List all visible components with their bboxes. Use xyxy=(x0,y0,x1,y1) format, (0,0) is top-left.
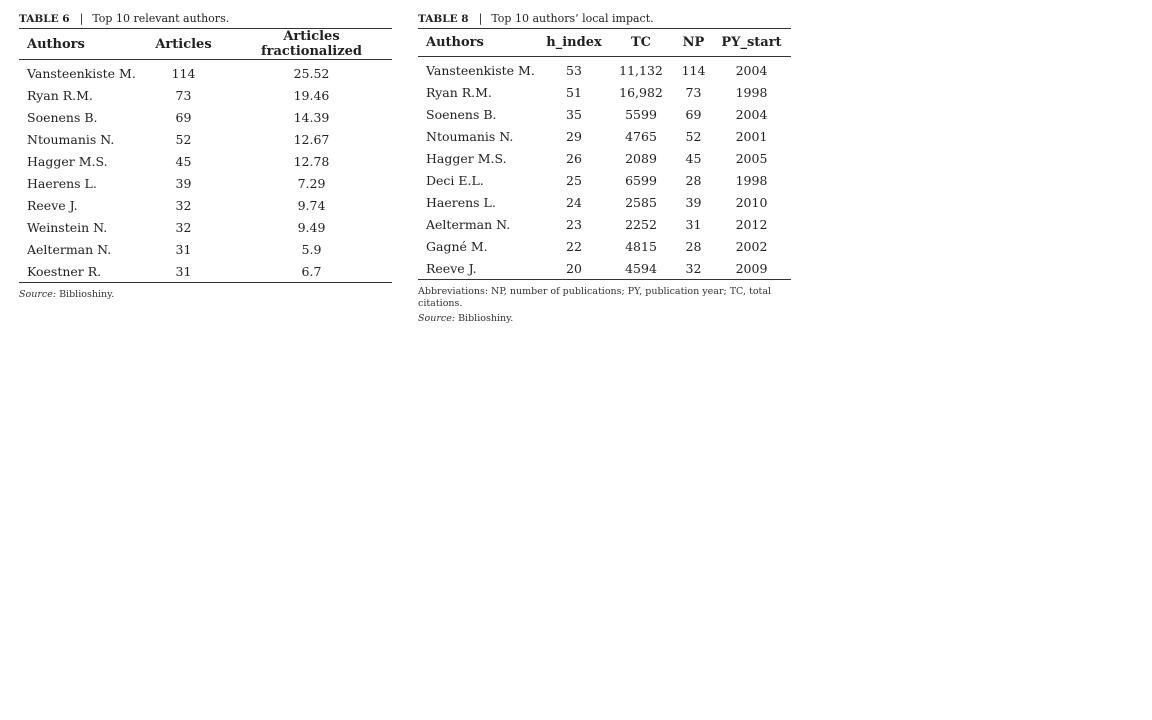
py-start-cell: 2010 xyxy=(735,194,768,210)
articles-cell: 114 xyxy=(171,65,196,81)
np-cell: 32 xyxy=(675,257,712,280)
table8-title: Top 10 authors’ local impact. xyxy=(491,12,654,25)
tc-cell: 6599 xyxy=(625,172,657,188)
table-row xyxy=(418,81,791,103)
table-row xyxy=(418,169,791,191)
table-row xyxy=(19,194,392,216)
author-cell: Reeve J. xyxy=(418,257,541,280)
h-index-cell: 25 xyxy=(566,172,582,188)
table6-separator: | xyxy=(79,12,84,25)
table8-header-tc: TC xyxy=(607,29,675,57)
h-index-cell: 20 xyxy=(541,257,607,280)
table6-header-row xyxy=(19,29,392,60)
author-cell: Hagger M.S. xyxy=(426,150,507,166)
table8-label: TABLE 8 xyxy=(418,13,469,25)
articles-fractionalized-cell: 25.52 xyxy=(293,65,330,81)
author-cell: Soenens B. xyxy=(426,106,497,122)
table8-caption xyxy=(418,10,791,28)
table8-header-authors: Authors xyxy=(418,29,541,57)
articles-cell: 32 xyxy=(175,197,192,213)
table-row xyxy=(19,84,392,106)
py-start-cell: 2005 xyxy=(735,150,768,166)
articles-cell: 31 xyxy=(175,241,192,257)
table6-header-authors: Authors xyxy=(19,29,136,60)
articles-fractionalized-cell: 5.9 xyxy=(301,241,322,257)
table-row xyxy=(418,257,791,280)
h-index-cell: 53 xyxy=(566,62,582,78)
table6-source-note xyxy=(19,289,392,301)
np-cell: 39 xyxy=(685,194,702,210)
articles-fractionalized-cell: 9.49 xyxy=(297,219,326,235)
tc-cell: 5599 xyxy=(625,106,657,122)
table8-notes xyxy=(418,286,791,325)
py-start-cell: 2009 xyxy=(712,257,791,280)
articles-fractionalized-cell: 12.67 xyxy=(293,131,330,147)
author-cell: Hagger M.S. xyxy=(27,153,108,169)
tc-cell: 4765 xyxy=(625,128,657,144)
np-cell: 28 xyxy=(685,172,702,188)
np-cell: 73 xyxy=(685,84,702,100)
table6-label: TABLE 6 xyxy=(19,13,70,25)
tc-cell: 11,132 xyxy=(619,62,663,78)
table-row xyxy=(418,213,791,235)
table-row xyxy=(19,260,392,283)
table8-header-np: NP xyxy=(675,29,712,57)
tc-cell: 2585 xyxy=(625,194,657,210)
table-row xyxy=(418,103,791,125)
table6-block xyxy=(19,10,392,301)
table-row xyxy=(19,172,392,194)
tc-cell: 2252 xyxy=(625,216,657,232)
table6-header-articles: Articles xyxy=(136,29,231,60)
np-cell: 69 xyxy=(685,106,702,122)
table-row xyxy=(418,235,791,257)
author-cell: Aelterman N. xyxy=(426,216,511,232)
articles-cell: 45 xyxy=(175,153,192,169)
tc-cell: 16,982 xyxy=(619,84,663,100)
table8-source-label: Source: xyxy=(418,313,456,324)
table8-header-h-index: h_index xyxy=(541,29,607,57)
articles-cell: 73 xyxy=(175,87,192,103)
table-row xyxy=(19,60,392,85)
table-row xyxy=(418,125,791,147)
table-row xyxy=(19,216,392,238)
articles-fractionalized-cell: 19.46 xyxy=(293,87,330,103)
author-cell: Soenens B. xyxy=(27,109,98,125)
np-cell: 45 xyxy=(685,150,702,166)
author-cell: Deci E.L. xyxy=(426,172,484,188)
h-index-cell: 23 xyxy=(566,216,582,232)
author-cell: Haerens L. xyxy=(426,194,496,210)
np-cell: 114 xyxy=(681,62,706,78)
author-cell: Haerens L. xyxy=(27,175,97,191)
py-start-cell: 1998 xyxy=(735,172,768,188)
table-row xyxy=(418,191,791,213)
np-cell: 31 xyxy=(685,216,702,232)
table-row xyxy=(19,150,392,172)
articles-fractionalized-cell: 9.74 xyxy=(297,197,326,213)
author-cell: Gagné M. xyxy=(426,238,488,254)
articles-fractionalized-cell: 7.29 xyxy=(297,175,326,191)
table-row xyxy=(19,128,392,150)
h-index-cell: 26 xyxy=(566,150,582,166)
articles-fractionalized-cell: 12.78 xyxy=(293,153,330,169)
author-cell: Reeve J. xyxy=(27,197,78,213)
author-cell: Vansteenkiste M. xyxy=(27,65,136,81)
author-cell: Weinstein N. xyxy=(27,219,108,235)
table-row xyxy=(418,57,791,82)
table8-header-row xyxy=(418,29,791,57)
py-start-cell: 2002 xyxy=(735,238,768,254)
table8-source-value: Biblioshiny. xyxy=(458,313,514,324)
author-cell: Koestner R. xyxy=(19,260,136,283)
py-start-cell: 1998 xyxy=(735,84,768,100)
table8-header-py-start: PY_start xyxy=(712,29,791,57)
np-cell: 28 xyxy=(685,238,702,254)
table6 xyxy=(19,28,392,283)
tc-cell: 4594 xyxy=(607,257,675,280)
articles-fractionalized-cell: 14.39 xyxy=(293,109,330,125)
author-cell: Ryan R.M. xyxy=(27,87,93,103)
articles-cell: 32 xyxy=(175,219,192,235)
h-index-cell: 35 xyxy=(566,106,582,122)
h-index-cell: 24 xyxy=(566,194,582,210)
py-start-cell: 2012 xyxy=(735,216,768,232)
table6-caption xyxy=(19,10,392,28)
table6-source-value: Biblioshiny. xyxy=(59,289,115,300)
author-cell: Vansteenkiste M. xyxy=(426,62,535,78)
articles-cell: 31 xyxy=(136,260,231,283)
author-cell: Ryan R.M. xyxy=(426,84,492,100)
table8-block xyxy=(418,10,791,325)
table8-source-note xyxy=(418,313,791,325)
articles-cell: 69 xyxy=(175,109,192,125)
table6-source-label: Source: xyxy=(19,289,57,300)
py-start-cell: 2004 xyxy=(735,106,768,122)
table-row xyxy=(19,238,392,260)
articles-cell: 39 xyxy=(175,175,192,191)
table8-abbreviations-note: Abbreviations: NP, number of publications; PY, publication year; TC, total citations. xyxy=(418,286,772,309)
tc-cell: 2089 xyxy=(625,150,657,166)
articles-cell: 52 xyxy=(175,131,192,147)
table6-header-articles-fractionalized: Articles fractionalized xyxy=(231,29,392,60)
np-cell: 52 xyxy=(685,128,702,144)
articles-fractionalized-cell: 6.7 xyxy=(231,260,392,283)
h-index-cell: 22 xyxy=(566,238,582,254)
h-index-cell: 29 xyxy=(566,128,582,144)
h-index-cell: 51 xyxy=(566,84,582,100)
table8-separator: | xyxy=(478,12,483,25)
table8 xyxy=(418,28,791,280)
table-row xyxy=(19,106,392,128)
py-start-cell: 2001 xyxy=(735,128,768,144)
author-cell: Ntoumanis N. xyxy=(426,128,514,144)
py-start-cell: 2004 xyxy=(735,62,768,78)
table6-title: Top 10 relevant authors. xyxy=(92,12,230,25)
table-row xyxy=(418,147,791,169)
tc-cell: 4815 xyxy=(625,238,657,254)
author-cell: Aelterman N. xyxy=(27,241,112,257)
author-cell: Ntoumanis N. xyxy=(27,131,115,147)
